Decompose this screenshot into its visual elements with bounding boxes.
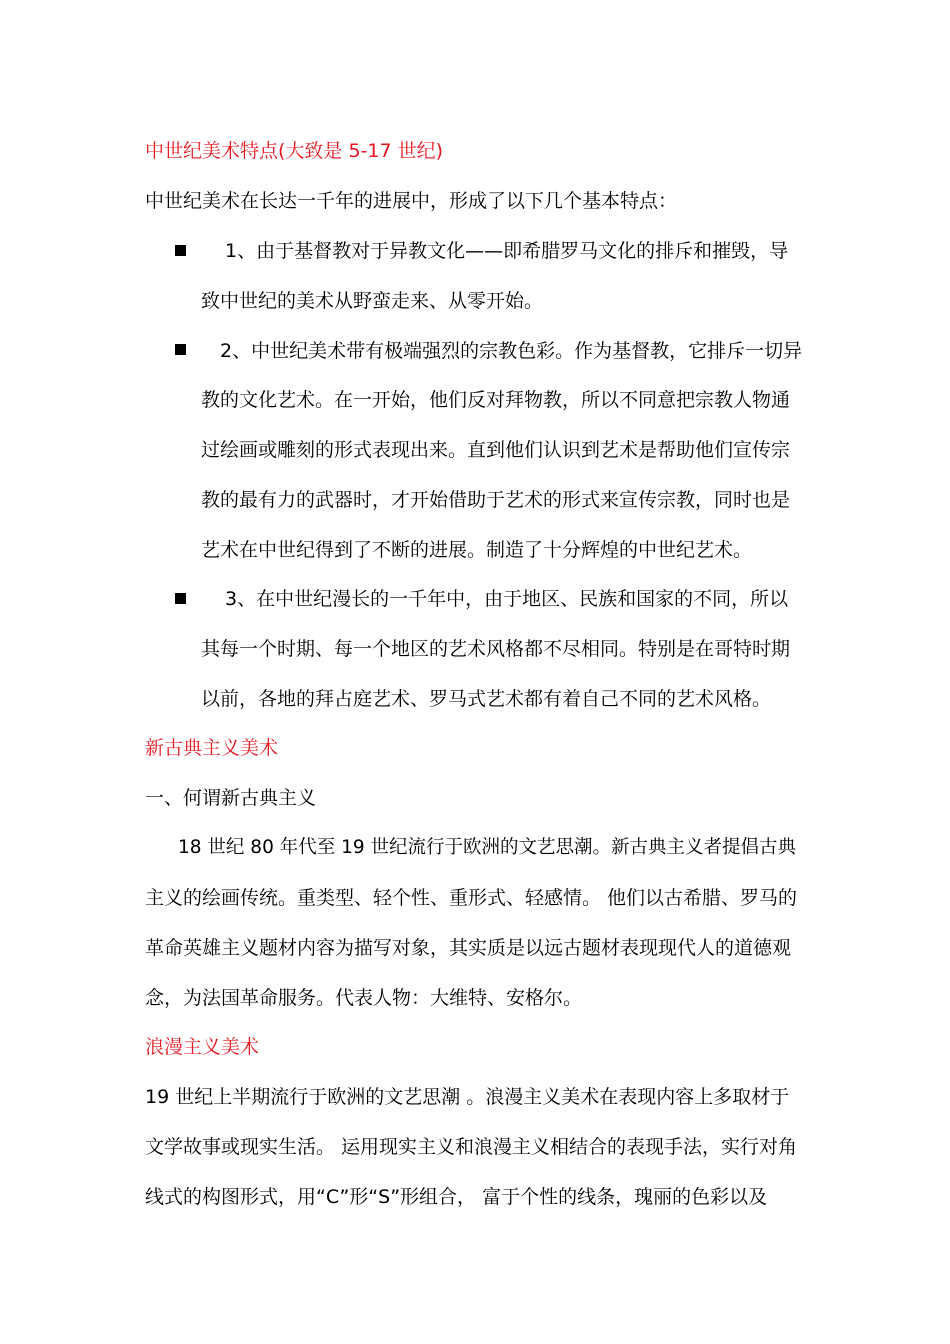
subheading-neoclassical: 一、何谓新古典主义 bbox=[145, 787, 317, 809]
bullet-3-line-3: 以前，各地的拜占庭艺术、罗马式艺术都有着自己不同的艺术风格。 bbox=[201, 688, 772, 710]
section-heading-romantic: 浪漫主义美术 bbox=[145, 1036, 260, 1058]
romantic-line-2: 文学故事或现实生活。 运用现实主义和浪漫主义相结合的表现手法，实行对角 bbox=[145, 1136, 798, 1158]
bullet-2-line-5: 艺术在中世纪得到了不断的进展。制造了十分辉煌的中世纪艺术。 bbox=[201, 539, 753, 561]
bullet-3-line-1: 3、在中世纪漫长的一千年中，由于地区、民族和国家的不同，所以 bbox=[225, 588, 789, 610]
bullet-1-line-1: 1、由于基督教对于异教文化——即希腊罗马文化的排斥和摧毁，导 bbox=[225, 240, 789, 262]
romantic-line-1: 19 世纪上半期流行于欧洲的文艺思潮 。浪漫主义美术在表现内容上多取材于 bbox=[145, 1086, 790, 1108]
paragraph-intro: 中世纪美术在长达一千年的进展中，形成了以下几个基本特点： bbox=[145, 190, 678, 212]
neoclassical-line-4: 念，为法国革命服务。代表人物：大维特、安格尔。 bbox=[145, 987, 583, 1009]
romantic-line-3: 线式的构图形式，用“C”形“S”形组合， 富于个性的线条，瑰丽的色彩以及 bbox=[145, 1186, 768, 1208]
section-heading-neoclassical: 新古典主义美术 bbox=[145, 737, 279, 759]
neoclassical-line-1: 18 世纪 80 年代至 19 世纪流行于欧洲的文艺思潮。新古典主义者提倡古典 bbox=[178, 837, 797, 858]
bullet-2-line-1: 2、中世纪美术带有极端强烈的宗教色彩。作为基督教，它排斥一切异 bbox=[220, 340, 803, 362]
bullet-2-line-2: 教的文化艺术。在一开始，他们反对拜物教，所以不同意把宗教人物通 bbox=[201, 389, 791, 411]
bullet-3-line-2: 其每一个时期、每一个地区的艺术风格都不尽相同。特别是在哥特时期 bbox=[201, 638, 791, 660]
bullet-1-line-2: 致中世纪的美术从野蛮走来、从零开始。 bbox=[201, 290, 544, 312]
neoclassical-line-2: 主义的绘画传统。重类型、轻个性、重形式、轻感情。 他们以古希腊、罗马的 bbox=[145, 887, 798, 909]
bullet-2-line-4: 教的最有力的武器时，才开始借助于艺术的形式来宣传宗教，同时也是 bbox=[201, 489, 791, 511]
bullet-2-line-3: 过绘画或雕刻的形式表现出来。直到他们认识到艺术是帮助他们宣传宗 bbox=[201, 439, 791, 461]
section-heading-medieval: 中世纪美术特点(大致是 5-17 世纪) bbox=[145, 140, 444, 162]
bullet-square-icon bbox=[175, 344, 186, 355]
bullet-square-icon bbox=[175, 245, 186, 256]
bullet-square-icon bbox=[175, 593, 186, 604]
neoclassical-line-3: 革命英雄主义题材内容为描写对象，其实质是以远古题材表现现代人的道德观 bbox=[145, 937, 792, 959]
